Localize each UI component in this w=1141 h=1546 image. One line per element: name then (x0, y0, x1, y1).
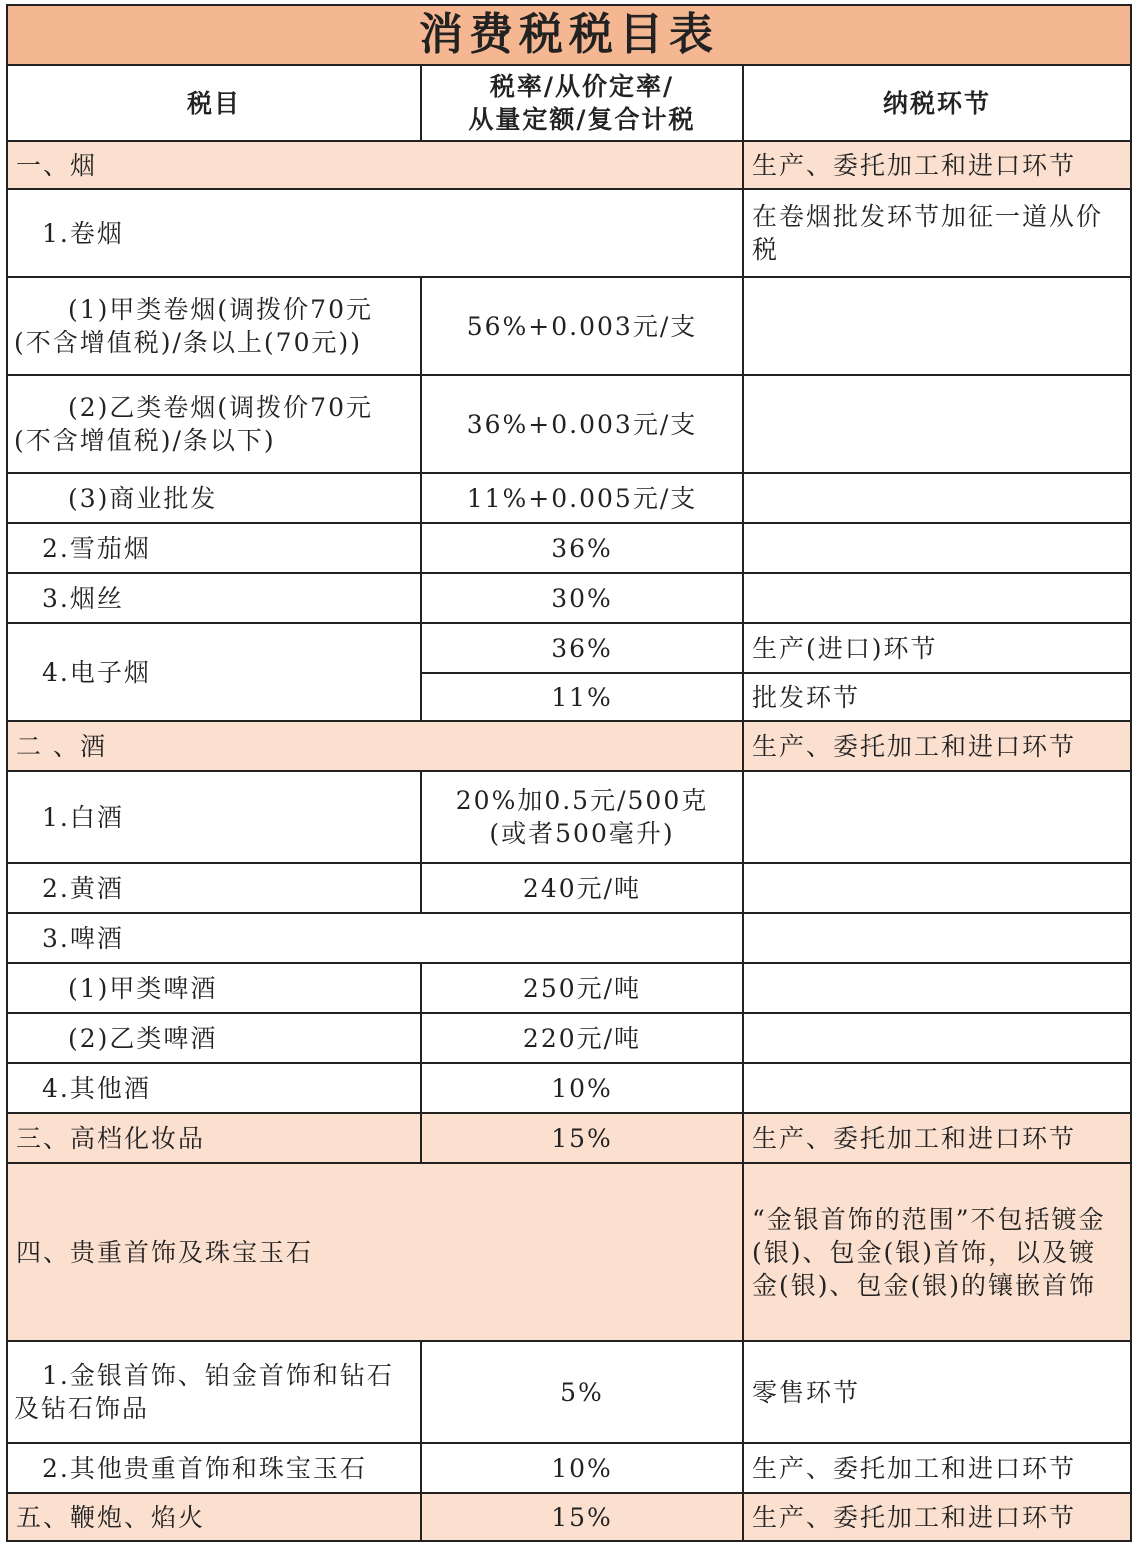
item-cigars: 2.雪茄烟 (7, 523, 421, 573)
tax-table-sheet (6, 4, 1130, 1542)
table-title: 消费税税目表 (7, 5, 1131, 65)
stage-empty (743, 375, 1131, 473)
category-cosmetics: 三、高档化妆品 (7, 1113, 421, 1163)
header-item: 税目 (7, 65, 421, 141)
header-stage: 纳税环节 (743, 65, 1131, 141)
item-label-line1: (1)甲类卷烟(调拨价70元 (68, 295, 373, 324)
stage-e-cig-production: 生产(进口)环节 (743, 623, 1131, 673)
item-other-alcohol: 4.其他酒 (7, 1063, 421, 1113)
item-beer-b: (2)乙类啤酒 (7, 1013, 421, 1063)
item-baijiu: 1.白酒 (7, 771, 421, 863)
stage-empty (743, 523, 1131, 573)
item-other-jewelry: 2.其他贵重首饰和珠宝玉石 (7, 1443, 421, 1493)
category-tobacco: 一、烟 (7, 141, 743, 189)
header-rate (421, 65, 743, 141)
rate-baijiu (421, 771, 743, 863)
item-beer: 3.啤酒 (7, 913, 743, 963)
item-label-line2: (不含增值税)/条以上(70元)) (14, 328, 363, 357)
category-jewelry: 四、贵重首饰及珠宝玉石 (7, 1163, 743, 1341)
rate-beer-b: 220元/吨 (421, 1013, 743, 1063)
rate-baijiu-line2: (或者500毫升) (489, 819, 675, 848)
item-beer-a: (1)甲类啤酒 (7, 963, 421, 1013)
stage-empty (743, 771, 1131, 863)
stage-cosmetics: 生产、委托加工和进口环节 (743, 1113, 1131, 1163)
rate-cigarettes-class-a: 56%+0.003元/支 (421, 277, 743, 375)
item-label-line2: (不含增值税)/条以下) (14, 426, 276, 455)
stage-jewelry-note: “金银首饰的范围”不包括镀金(银)、包金(银)首饰，以及镀金(银)、包金(银)的镶嵌首饰 (743, 1163, 1131, 1341)
consumption-tax-table (6, 4, 1132, 1542)
stage-empty (743, 277, 1131, 375)
rate-cut-tobacco: 30% (421, 573, 743, 623)
stage-empty (743, 963, 1131, 1013)
header-rate-line1: 税率/从价定率/ (489, 72, 675, 101)
item-cigarettes: 1.卷烟 (7, 189, 743, 277)
rate-other-jewelry: 10% (421, 1443, 743, 1493)
rate-gold-jewelry: 5% (421, 1341, 743, 1443)
rate-huangjiu: 240元/吨 (421, 863, 743, 913)
stage-empty (743, 473, 1131, 523)
rate-other-alcohol: 10% (421, 1063, 743, 1113)
rate-baijiu-line1: 20%加0.5元/500克 (455, 786, 709, 815)
rate-cigars: 36% (421, 523, 743, 573)
item-wholesale: (3)商业批发 (7, 473, 421, 523)
item-cigarettes-stage: 在卷烟批发环节加征一道从价税 (743, 189, 1131, 277)
rate-fireworks: 15% (421, 1493, 743, 1541)
item-cut-tobacco: 3.烟丝 (7, 573, 421, 623)
stage-empty (743, 863, 1131, 913)
stage-other-jewelry: 生产、委托加工和进口环节 (743, 1443, 1131, 1493)
rate-cigarettes-class-b: 36%+0.003元/支 (421, 375, 743, 473)
item-huangjiu: 2.黄酒 (7, 863, 421, 913)
category-fireworks: 五、鞭炮、焰火 (7, 1493, 421, 1541)
item-e-cig: 4.电子烟 (7, 623, 421, 721)
item-label-line1: (2)乙类卷烟(调拨价70元 (68, 393, 373, 422)
stage-gold-jewelry: 零售环节 (743, 1341, 1131, 1443)
stage-empty (743, 1063, 1131, 1113)
stage-empty (743, 573, 1131, 623)
stage-empty (743, 1013, 1131, 1063)
item-gold-jewelry-label: 1.金银首饰、铂金首饰和钻石及钻石饰品 (14, 1361, 394, 1423)
item-gold-jewelry (7, 1341, 421, 1443)
rate-cosmetics: 15% (421, 1113, 743, 1163)
stage-empty (743, 913, 1131, 963)
rate-wholesale: 11%+0.005元/支 (421, 473, 743, 523)
category-alcohol: 二 、酒 (7, 721, 743, 771)
rate-e-cig-wholesale: 11% (421, 673, 743, 721)
stage-fireworks: 生产、委托加工和进口环节 (743, 1493, 1131, 1541)
item-cigarettes-class-a (7, 277, 421, 375)
category-tobacco-stage: 生产、委托加工和进口环节 (743, 141, 1131, 189)
category-alcohol-stage: 生产、委托加工和进口环节 (743, 721, 1131, 771)
rate-beer-a: 250元/吨 (421, 963, 743, 1013)
header-rate-line2: 从量定额/复合计税 (468, 105, 696, 134)
item-cigarettes-class-b (7, 375, 421, 473)
rate-e-cig-production: 36% (421, 623, 743, 673)
stage-e-cig-wholesale: 批发环节 (743, 673, 1131, 721)
